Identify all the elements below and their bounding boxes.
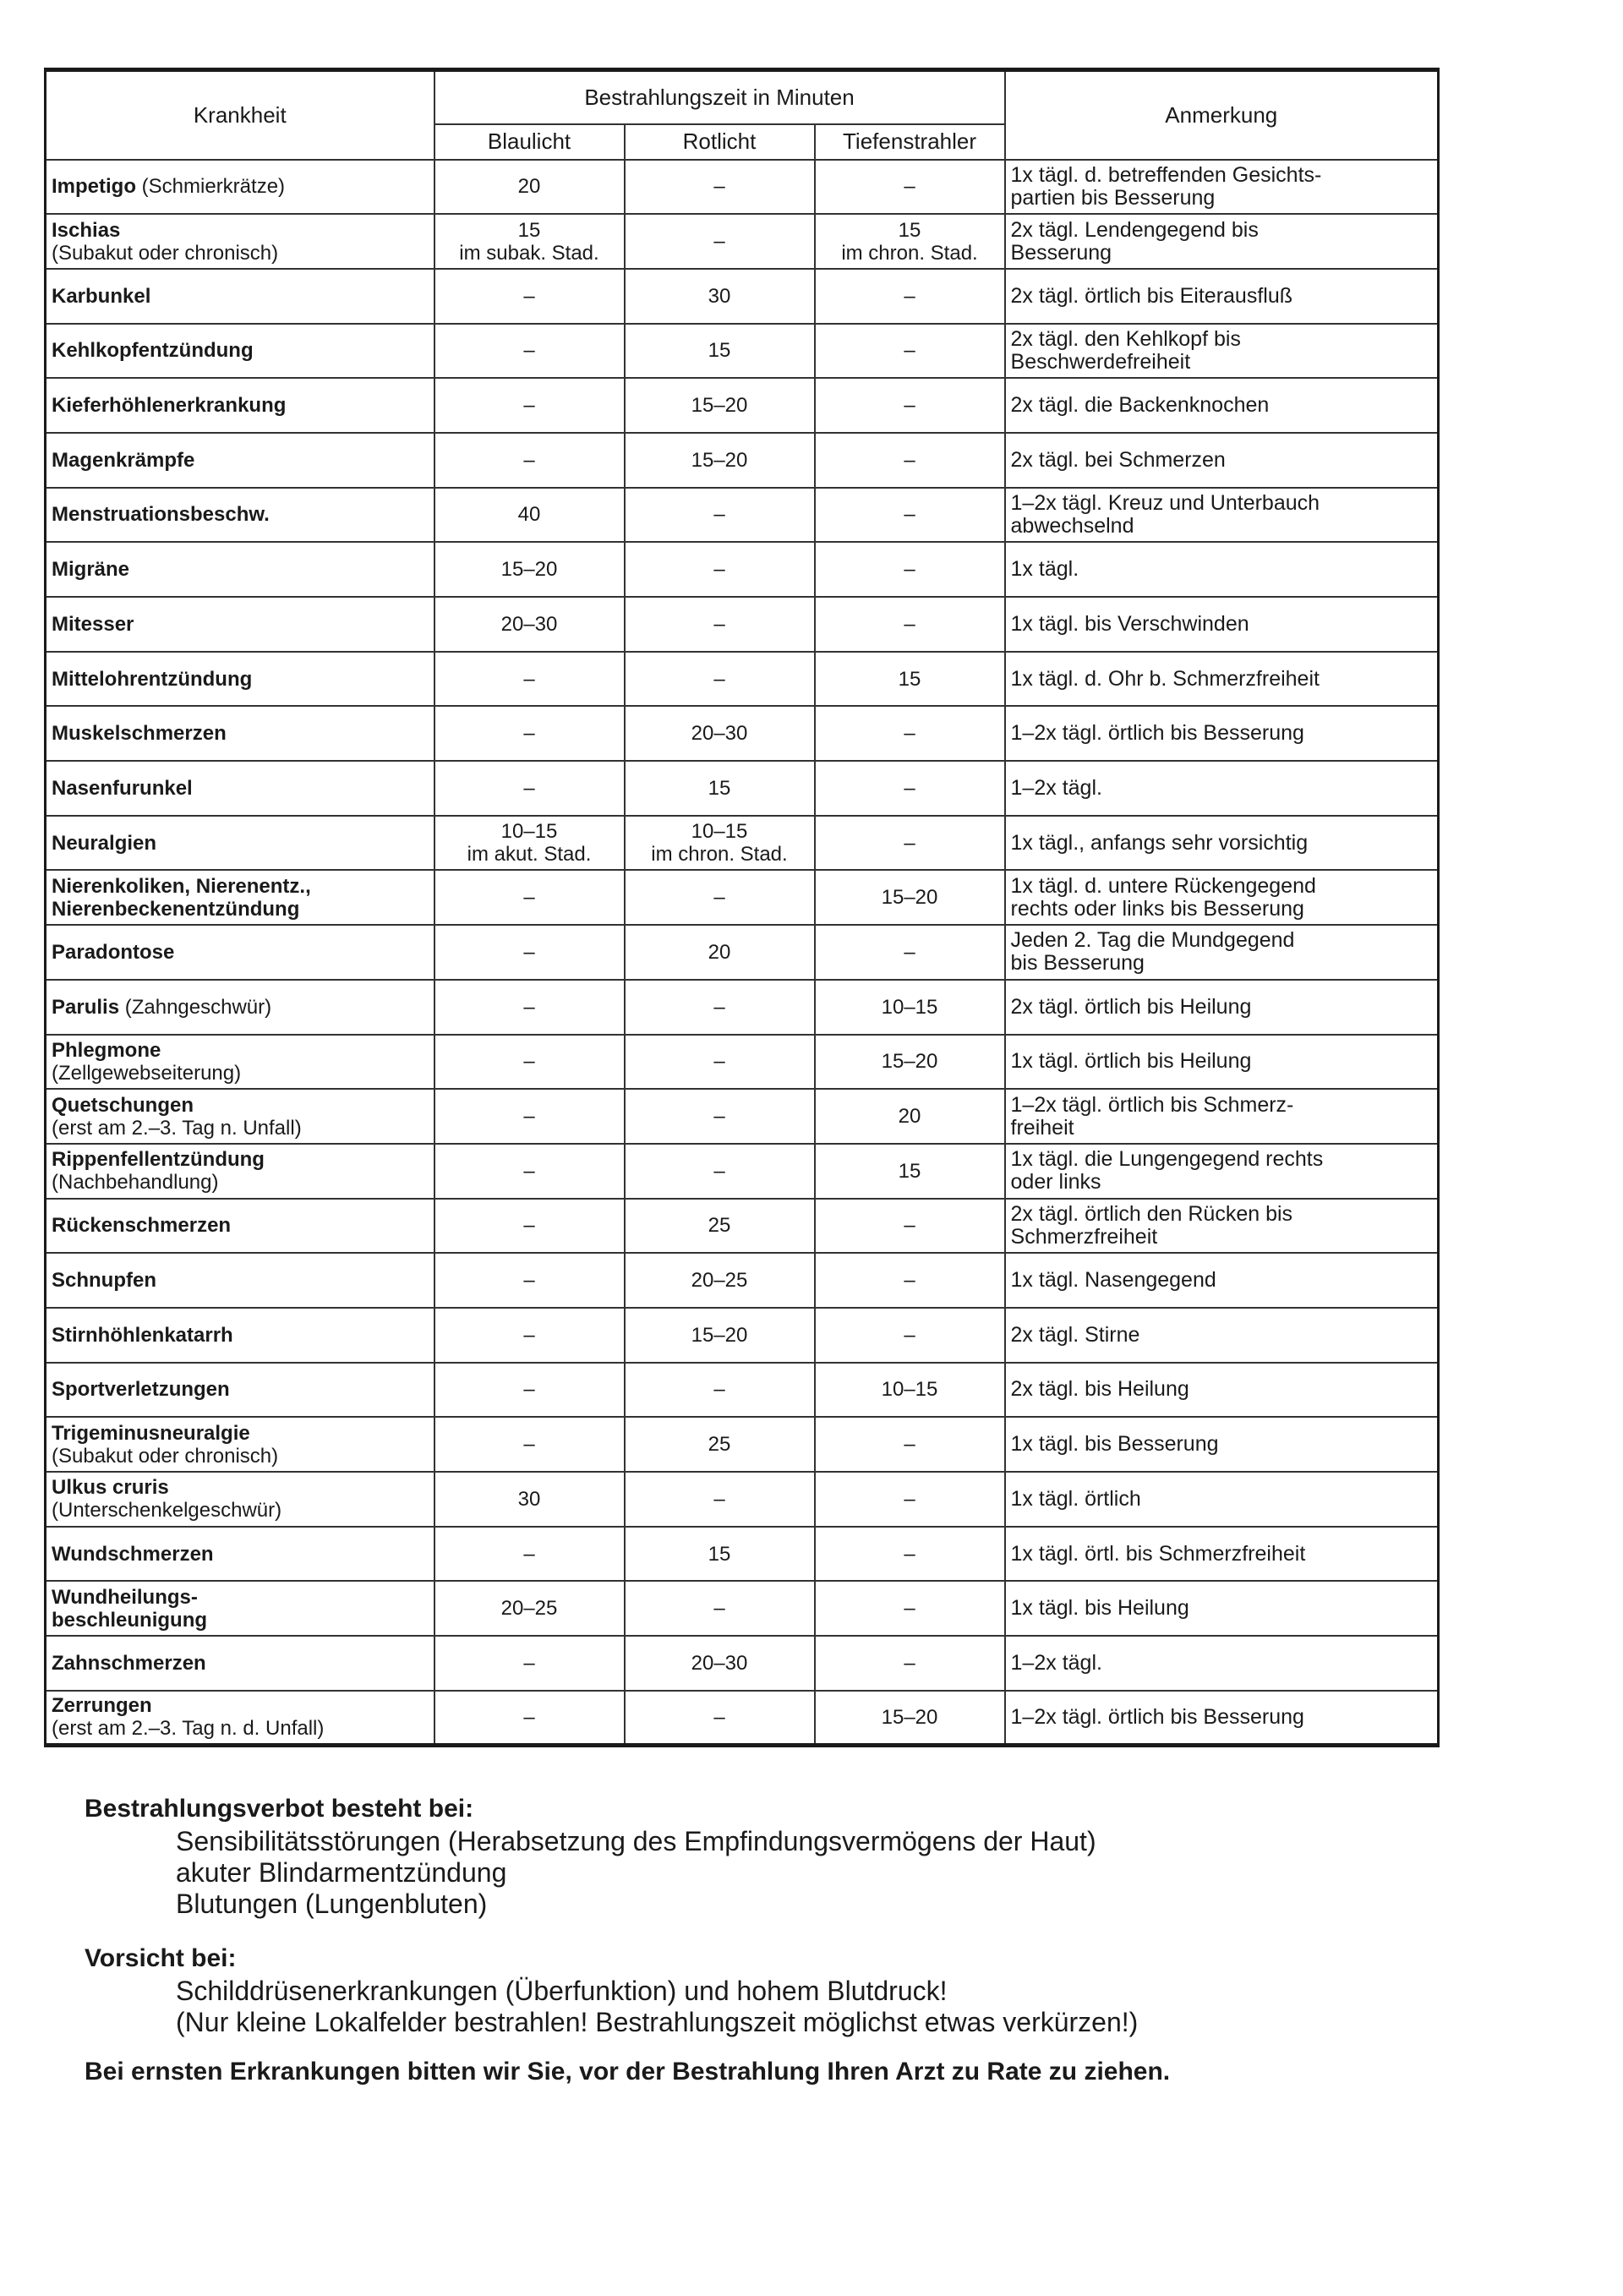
table-row: [46, 433, 1439, 488]
table-row: [46, 1691, 1439, 1746]
header-tiefenstrahler: Tiefenstrahler: [815, 124, 1005, 160]
cell-anmerkung: 1x tägl. d. untere Rückengegend rechts oder links bis Besserung: [1005, 870, 1439, 925]
cell-tiefenstrahler: –: [815, 1472, 1005, 1527]
cell-tiefenstrahler: –: [815, 706, 1005, 761]
disease-name: Impetigo: [52, 175, 136, 199]
cell-krankheit: [46, 1308, 434, 1363]
cell-anmerkung: 2x tägl. örtlich bis Eiterausfluß: [1005, 269, 1439, 324]
cell-tiefenstrahler: –: [815, 324, 1005, 379]
cell-blaulicht: –: [434, 870, 625, 925]
disease-name: Wundheilungs- beschleunigung: [52, 1585, 208, 1632]
table-row: [46, 1035, 1439, 1090]
disease-name: Nasenfurunkel: [52, 776, 193, 800]
cell-blaulicht: –: [434, 1363, 625, 1418]
cell-blaulicht: –: [434, 1527, 625, 1582]
cell-blaulicht: –: [434, 1253, 625, 1308]
cell-rotlicht: –: [625, 214, 815, 269]
cell-krankheit: [46, 1199, 434, 1254]
table-row: [46, 1308, 1439, 1363]
disease-name: Ulkus cruris: [52, 1476, 169, 1500]
disease-name: Mitesser: [52, 612, 134, 636]
cell-anmerkung: 1x tägl. örtlich: [1005, 1472, 1439, 1527]
disease-name: Paradontose: [52, 940, 175, 964]
table-row: [46, 1199, 1439, 1254]
cell-krankheit: [46, 597, 434, 652]
disease-name: Magenkrämpfe: [52, 448, 195, 472]
cell-blaulicht: –: [434, 1636, 625, 1691]
cell-krankheit: [46, 1417, 434, 1472]
cell-krankheit: [46, 1691, 434, 1746]
cell-anmerkung: 1x tägl. bis Besserung: [1005, 1417, 1439, 1472]
table-row: [46, 1417, 1439, 1472]
cell-tiefenstrahler: 20: [815, 1089, 1005, 1144]
cell-anmerkung: 2x tägl. örtlich den Rücken bis Schmerzfreiheit: [1005, 1199, 1439, 1254]
cell-anmerkung: 2x tägl. bei Schmerzen: [1005, 433, 1439, 488]
cell-tiefenstrahler: –: [815, 488, 1005, 543]
cell-tiefenstrahler: –: [815, 1636, 1005, 1691]
header-krankheit: Krankheit: [46, 70, 434, 160]
cell-krankheit: [46, 1581, 434, 1636]
cell-anmerkung: 1x tägl. d. betreffenden Gesichts- partien bis Besserung: [1005, 160, 1439, 215]
cell-blaulicht: –: [434, 652, 625, 707]
table-row: [46, 870, 1439, 925]
cell-anmerkung: 2x tägl. den Kehlkopf bis Beschwerdefreiheit: [1005, 324, 1439, 379]
table-row: [46, 706, 1439, 761]
disease-note: (Schmierkrätze): [136, 175, 286, 199]
cell-blaulicht: –: [434, 1417, 625, 1472]
cell-rotlicht: 15–20: [625, 433, 815, 488]
cell-krankheit: [46, 870, 434, 925]
cell-tiefenstrahler: –: [815, 160, 1005, 215]
cell-krankheit: [46, 1363, 434, 1418]
cell-tiefenstrahler: –: [815, 597, 1005, 652]
header-anmerkung: Anmerkung: [1005, 70, 1439, 160]
cell-anmerkung: 2x tägl. örtlich bis Heilung: [1005, 980, 1439, 1035]
cell-tiefenstrahler: –: [815, 1417, 1005, 1472]
cell-rotlicht: –: [625, 597, 815, 652]
cell-blaulicht: –: [434, 378, 625, 433]
disease-name: Karbunkel: [52, 284, 151, 308]
disease-name: Zahnschmerzen: [52, 1651, 206, 1675]
cell-krankheit: [46, 214, 434, 269]
cell-tiefenstrahler: 10–15: [815, 980, 1005, 1035]
header-rotlicht: Rotlicht: [625, 124, 815, 160]
disease-name: Ischias: [52, 218, 121, 242]
cell-rotlicht: –: [625, 1581, 815, 1636]
cell-blaulicht: –: [434, 1199, 625, 1254]
cell-blaulicht: 20–30: [434, 597, 625, 652]
cell-anmerkung: 2x tägl. Lendengegend bis Besserung: [1005, 214, 1439, 269]
cell-blaulicht: –: [434, 1035, 625, 1090]
cell-anmerkung: 1x tägl. örtlich bis Heilung: [1005, 1035, 1439, 1090]
cell-krankheit: [46, 706, 434, 761]
cell-tiefenstrahler: –: [815, 816, 1005, 871]
cell-blaulicht: 20: [434, 160, 625, 215]
disease-note: (Unterschenkelgeschwür): [52, 1499, 282, 1522]
disease-name: Kehlkopfentzündung: [52, 339, 254, 363]
cell-krankheit: [46, 1253, 434, 1308]
vorsicht-item: (Nur kleine Lokalfelder bestrahlen! Bestrahlungszeit möglichst etwas verkürzen!): [176, 2007, 1139, 2037]
header-bestrahlungszeit: Bestrahlungszeit in Minuten: [434, 70, 1005, 124]
cell-anmerkung: 2x tägl. Stirne: [1005, 1308, 1439, 1363]
cell-rotlicht: 20–30: [625, 706, 815, 761]
cell-blaulicht: –: [434, 1089, 625, 1144]
cell-tiefenstrahler: –: [815, 1527, 1005, 1582]
cell-krankheit: [46, 1472, 434, 1527]
cell-blaulicht: 30: [434, 1472, 625, 1527]
cell-anmerkung: Jeden 2. Tag die Mundgegend bis Besserung: [1005, 925, 1439, 980]
cell-rotlicht: 25: [625, 1199, 815, 1254]
cell-blaulicht: –: [434, 1144, 625, 1199]
disease-note: (Zellgewebseiterung): [52, 1061, 242, 1085]
cell-tiefenstrahler: 10–15: [815, 1363, 1005, 1418]
table-row: [46, 214, 1439, 269]
cell-rotlicht: 25: [625, 1417, 815, 1472]
cell-tiefenstrahler: –: [815, 269, 1005, 324]
cell-anmerkung: 2x tägl. die Backenknochen: [1005, 378, 1439, 433]
cell-krankheit: [46, 925, 434, 980]
table-row: [46, 324, 1439, 379]
table-row: [46, 488, 1439, 543]
table-row: [46, 761, 1439, 816]
cell-rotlicht: 10–15 im chron. Stad.: [625, 816, 815, 871]
table-row: [46, 816, 1439, 871]
cell-krankheit: [46, 980, 434, 1035]
disease-note: (Subakut oder chronisch): [52, 1444, 279, 1468]
cell-anmerkung: 1–2x tägl. örtlich bis Besserung: [1005, 1691, 1439, 1746]
cell-rotlicht: –: [625, 870, 815, 925]
cell-blaulicht: –: [434, 269, 625, 324]
disease-note: (erst am 2.–3. Tag n. d. Unfall): [52, 1717, 325, 1741]
table-body: [46, 160, 1439, 1746]
cell-tiefenstrahler: 15: [815, 652, 1005, 707]
disease-name: Quetschungen: [52, 1093, 194, 1117]
cell-krankheit: [46, 1144, 434, 1199]
disease-name: Parulis: [52, 995, 120, 1019]
table-row: [46, 1089, 1439, 1144]
disease-name: Phlegmone: [52, 1038, 161, 1062]
cell-rotlicht: 15: [625, 1527, 815, 1582]
cell-blaulicht: –: [434, 925, 625, 980]
cell-rotlicht: 30: [625, 269, 815, 324]
cell-blaulicht: 15–20: [434, 542, 625, 597]
table-row: [46, 160, 1439, 215]
cell-rotlicht: 15: [625, 761, 815, 816]
cell-rotlicht: 15: [625, 324, 815, 379]
cell-tiefenstrahler: 15–20: [815, 1691, 1005, 1746]
cell-anmerkung: 1x tägl. bis Heilung: [1005, 1581, 1439, 1636]
cell-tiefenstrahler: –: [815, 925, 1005, 980]
cell-krankheit: [46, 816, 434, 871]
cell-blaulicht: –: [434, 433, 625, 488]
cell-tiefenstrahler: 15: [815, 1144, 1005, 1199]
cell-rotlicht: –: [625, 1363, 815, 1418]
vorsicht-item: Schilddrüsenerkrankungen (Überfunktion) und hohem Blutdruck!: [176, 1976, 948, 2006]
cell-anmerkung: 2x tägl. bis Heilung: [1005, 1363, 1439, 1418]
disease-name: Trigeminusneuralgie: [52, 1421, 250, 1445]
table-row: [46, 1363, 1439, 1418]
disease-name: Schnupfen: [52, 1269, 156, 1293]
disease-name: Neuralgien: [52, 831, 157, 855]
cell-blaulicht: –: [434, 980, 625, 1035]
disease-name: Stirnhöhlenkatarrh: [52, 1323, 233, 1347]
disease-name: Menstruationsbeschw.: [52, 503, 270, 527]
cell-rotlicht: 15–20: [625, 378, 815, 433]
disease-name: Rückenschmerzen: [52, 1214, 232, 1238]
cell-tiefenstrahler: –: [815, 433, 1005, 488]
cell-rotlicht: –: [625, 488, 815, 543]
cell-tiefenstrahler: –: [815, 1581, 1005, 1636]
cell-anmerkung: 1x tägl.: [1005, 542, 1439, 597]
cell-anmerkung: 1x tägl., anfangs sehr vorsichtig: [1005, 816, 1439, 871]
cell-anmerkung: 1x tägl. örtl. bis Schmerzfreiheit: [1005, 1527, 1439, 1582]
cell-rotlicht: 20–30: [625, 1636, 815, 1691]
cell-rotlicht: –: [625, 1144, 815, 1199]
cell-anmerkung: 1x tägl. Nasengegend: [1005, 1253, 1439, 1308]
cell-tiefenstrahler: 15 im chron. Stad.: [815, 214, 1005, 269]
disease-note: (Zahngeschwür): [119, 995, 272, 1019]
table-row: [46, 1472, 1439, 1527]
verbot-item: akuter Blindarmentzündung: [176, 1857, 507, 1888]
cell-krankheit: [46, 542, 434, 597]
disease-name: Migräne: [52, 558, 130, 582]
table-row: [46, 378, 1439, 433]
cell-krankheit: [46, 1527, 434, 1582]
cell-rotlicht: –: [625, 160, 815, 215]
verbot-item: Sensibilitätsstörungen (Herabsetzung des Empfindungsvermögens der Haut): [176, 1826, 1096, 1856]
cell-blaulicht: –: [434, 761, 625, 816]
table-row: [46, 1253, 1439, 1308]
cell-rotlicht: 20–25: [625, 1253, 815, 1308]
disease-note: (Subakut oder chronisch): [52, 241, 279, 265]
cell-rotlicht: –: [625, 542, 815, 597]
cell-krankheit: [46, 1089, 434, 1144]
disease-name: Zerrungen: [52, 1694, 152, 1718]
cell-krankheit: [46, 433, 434, 488]
cell-blaulicht: 15 im subak. Stad.: [434, 214, 625, 269]
cell-tiefenstrahler: –: [815, 1199, 1005, 1254]
cell-krankheit: [46, 761, 434, 816]
cell-blaulicht: –: [434, 1308, 625, 1363]
disease-name: Kieferhöhlenerkrankung: [52, 394, 287, 418]
cell-krankheit: [46, 378, 434, 433]
cell-blaulicht: 40: [434, 488, 625, 543]
table-row: [46, 597, 1439, 652]
cell-anmerkung: 1–2x tägl.: [1005, 761, 1439, 816]
cell-blaulicht: 10–15 im akut. Stad.: [434, 816, 625, 871]
verbot-item: Blutungen (Lungenbluten): [176, 1889, 488, 1919]
treatment-table: [44, 68, 1440, 1747]
table-row: [46, 1581, 1439, 1636]
cell-krankheit: [46, 324, 434, 379]
cell-rotlicht: –: [625, 1035, 815, 1090]
cell-blaulicht: 20–25: [434, 1581, 625, 1636]
table-row: [46, 1144, 1439, 1199]
cell-tiefenstrahler: –: [815, 761, 1005, 816]
cell-rotlicht: 20: [625, 925, 815, 980]
disease-note: (erst am 2.–3. Tag n. Unfall): [52, 1116, 302, 1140]
disease-note: (Nachbehandlung): [52, 1171, 219, 1194]
table-row: [46, 1527, 1439, 1582]
cell-krankheit: [46, 160, 434, 215]
cell-krankheit: [46, 269, 434, 324]
cell-anmerkung: 1x tägl. bis Verschwinden: [1005, 597, 1439, 652]
cell-anmerkung: 1x tägl. die Lungengegend rechts oder links: [1005, 1144, 1439, 1199]
table-row: [46, 269, 1439, 324]
cell-anmerkung: 1–2x tägl. örtlich bis Schmerz- freiheit: [1005, 1089, 1439, 1144]
cell-blaulicht: –: [434, 706, 625, 761]
cell-krankheit: [46, 488, 434, 543]
cell-tiefenstrahler: –: [815, 542, 1005, 597]
cell-rotlicht: –: [625, 652, 815, 707]
cell-krankheit: [46, 652, 434, 707]
notes-section: [85, 1792, 1522, 2089]
table-row: [46, 925, 1439, 980]
cell-anmerkung: 1x tägl. d. Ohr b. Schmerzfreiheit: [1005, 652, 1439, 707]
cell-krankheit: [46, 1035, 434, 1090]
cell-krankheit: [46, 1636, 434, 1691]
final-note: Bei ernsten Erkrankungen bitten wir Sie, vor der Bestrahlung Ihren Arzt zu Rate zu ziehen.: [85, 2058, 1171, 2086]
disease-name: Mittelohrentzündung: [52, 667, 253, 691]
table-row: [46, 652, 1439, 707]
cell-rotlicht: –: [625, 1691, 815, 1746]
header-blaulicht: Blaulicht: [434, 124, 625, 160]
vorsicht-heading: Vorsicht bei:: [85, 1944, 237, 1972]
cell-anmerkung: 1–2x tägl. örtlich bis Besserung: [1005, 706, 1439, 761]
cell-anmerkung: 1–2x tägl. Kreuz und Unterbauch abwechselnd: [1005, 488, 1439, 543]
cell-tiefenstrahler: –: [815, 378, 1005, 433]
cell-rotlicht: –: [625, 1472, 815, 1527]
disease-name: Nierenkoliken, Nierenentz., Nierenbeckenentzündung: [52, 874, 311, 921]
cell-tiefenstrahler: 15–20: [815, 1035, 1005, 1090]
verbot-heading: Bestrahlungsverbot besteht bei:: [85, 1795, 474, 1823]
cell-anmerkung: 1–2x tägl.: [1005, 1636, 1439, 1691]
table-row: [46, 1636, 1439, 1691]
table-row: [46, 980, 1439, 1035]
cell-tiefenstrahler: –: [815, 1308, 1005, 1363]
cell-blaulicht: –: [434, 324, 625, 379]
disease-name: Sportverletzungen: [52, 1378, 230, 1402]
cell-blaulicht: –: [434, 1691, 625, 1746]
cell-rotlicht: –: [625, 1089, 815, 1144]
table-row: [46, 542, 1439, 597]
cell-rotlicht: –: [625, 980, 815, 1035]
disease-name: Rippenfellentzündung: [52, 1148, 265, 1172]
disease-name: Wundschmerzen: [52, 1542, 214, 1566]
disease-name: Muskelschmerzen: [52, 722, 227, 746]
cell-rotlicht: 15–20: [625, 1308, 815, 1363]
cell-tiefenstrahler: –: [815, 1253, 1005, 1308]
cell-tiefenstrahler: 15–20: [815, 870, 1005, 925]
